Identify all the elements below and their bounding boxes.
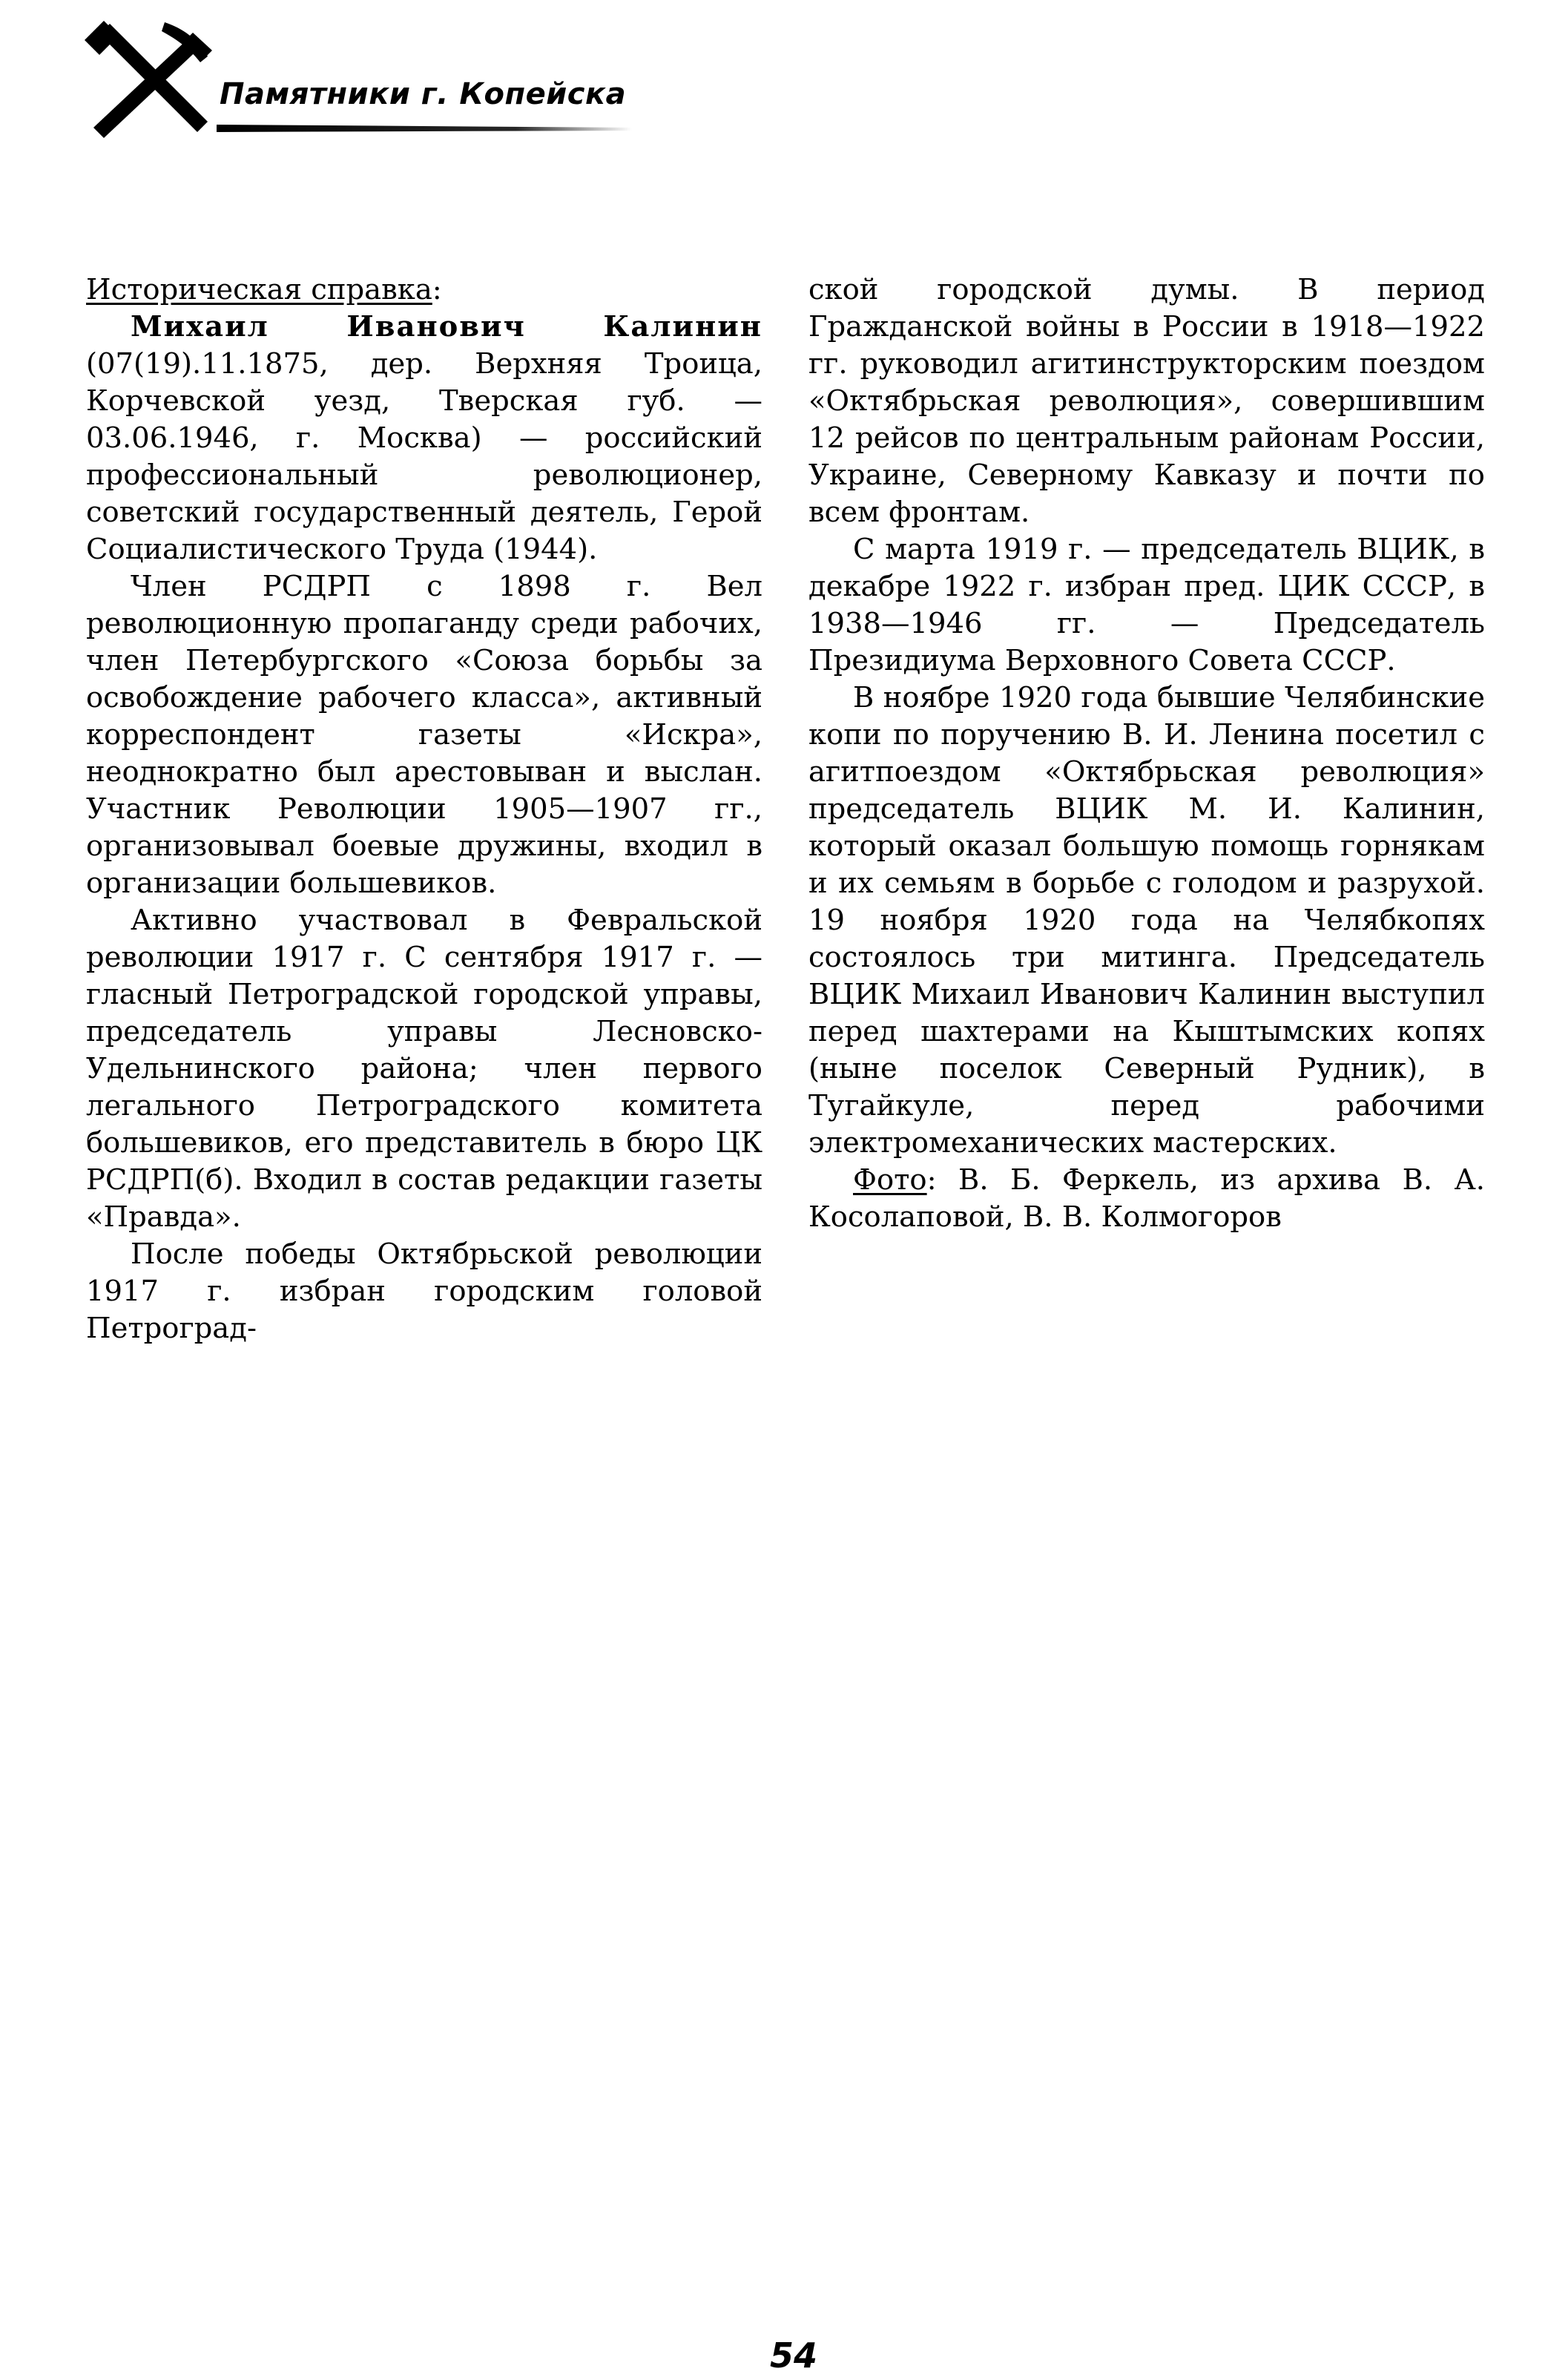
person-name: Михаил Иванович Калинин (131, 310, 762, 343)
paragraph: После победы Октябрьской революции 1917 г. избран городским головой Петроград- (86, 1237, 762, 1345)
historical-note-heading (86, 272, 762, 309)
header-rule (217, 122, 632, 135)
right-text-column (808, 272, 1485, 1236)
intro-paragraph (86, 309, 762, 568)
paragraph: Активно участвовал в Февральской революции 1917 г. С сентября 1917 г. — гласный Петроградской городской управы, председатель управы Лесновско-Удельнинского района; член первого легального Петроградского комитета большевиков, его представитель в бюро ЦК РСДРП(б). Входил в состав редакции газеты «Правда». (86, 904, 762, 1234)
intro-text: (07(19).11.1875, дер. Верхняя Троица, Корчевской уезд, Тверская губ. — 03.06.1946, г. Москва) — российский профессиональный революционер, советский государственный деятель, Герой Социалистического Труда (1944). (86, 347, 762, 566)
paragraph: С марта 1919 г. — председатель ВЦИК, в декабре 1922 г. избран пред. ЦИК СССР, в 1938—1946 гг. — Председатель Президиума Верховного Совета СССР. (808, 533, 1485, 677)
paragraph: В ноябре 1920 года бывшие Челябинские копи по поручению В. И. Ленина посетил с агитпоездом «Октябрьская революция» председатель ВЦИК М. И. Калинин, который оказал большую помощь горнякам и их семьям в борьбе с голодом и разрухой. 19 ноября 1920 года на Челябкопях состоялось три митинга. Председатель ВЦИК Михаил Иванович Калинин выступил перед шахтерами на Кыштымских копях (ныне поселок Северный Рудник), в Тугайкуле, перед рабочими электромеханических мастерских. (808, 681, 1485, 1160)
historical-note-label: Историческая справка (86, 273, 432, 306)
photo-credits (808, 1162, 1485, 1236)
crossed-hammer-and-pick-icon (82, 21, 214, 139)
running-header-title: Памятники г. Копейска (220, 77, 627, 111)
label-colon: : (432, 273, 442, 306)
photo-label: Фото (853, 1163, 927, 1197)
left-text-column (86, 272, 762, 1347)
paragraph: Член РСДРП с 1898 г. Вел революционную пропаганду среди рабочих, член Петербургского «Союза борьбы за освобождение рабочего класса», активный корреспондент газеты «Искра», неоднократно был арестовыван и выслан. Участник Революции 1905—1907 гг., организовывал боевые дружины, входил в организации большевиков. (86, 570, 762, 900)
page-number: 54 (769, 2335, 817, 2376)
continued-paragraph: ской городской думы. В период Гражданской войны в России в 1918—1922 гг. руководил агитинструкторским поездом «Октябрьская революция», совершившим 12 рейсов по центральным районам России, Украине, Северному Кавказу и почти по всем фронтам. (808, 273, 1485, 529)
photo-credits-text: : В. Б. Феркель, из архива В. А. Косолаповой, В. В. Колмогоров (808, 1163, 1485, 1234)
